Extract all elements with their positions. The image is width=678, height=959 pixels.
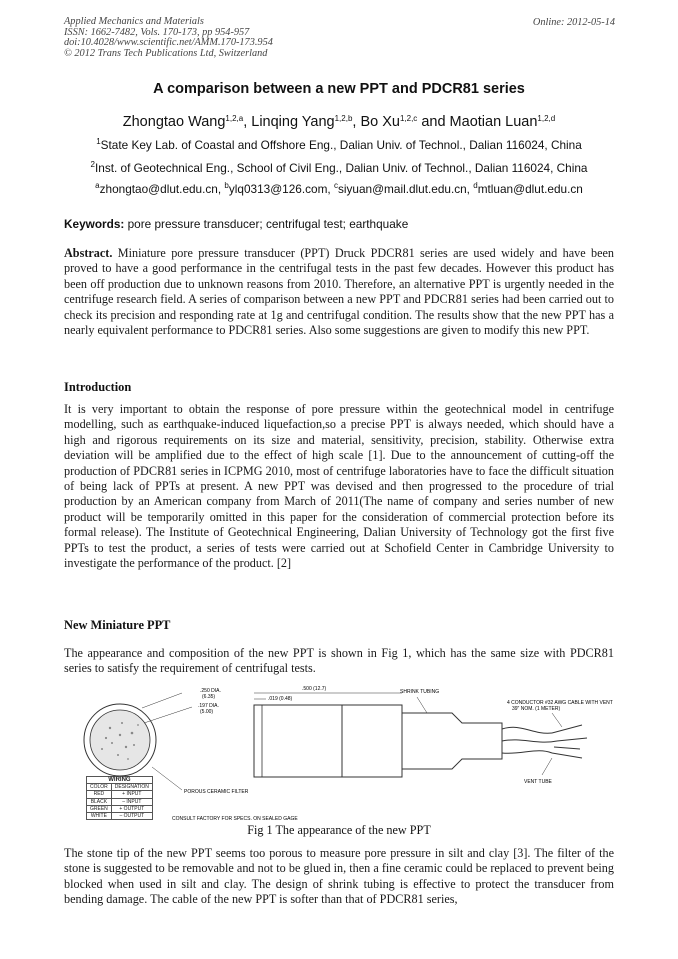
vent-label: VENT TUBE	[524, 779, 552, 785]
wiring-color: BLACK	[87, 798, 112, 805]
journal-header	[64, 17, 273, 59]
author-name: Maotian Luan	[449, 114, 538, 130]
shrink-tubing-shape	[402, 713, 502, 769]
abstract-text: Miniature pore pressure transducer (PPT) Druck PDCR81 series are used widely and have been proved to have a good performance in the centrifugal tests in the past few decades. However this product has been off production due to unknown reasons from 2010. Therefore, an alternative PPT is urgently needed in the centrifuge research field. A series of comparison between a new PPT and PDCR81 series had been carried out to check its precision and responding rate at 1g and centrifugal condition. The results show that the new PPT has a nearly equivalent performance to PDCR81 series. Also some suggestions are given to modify this new PPT.	[64, 246, 614, 338]
wiring-header: COLOR	[87, 784, 112, 791]
copyright-line: © 2012 Trans Tech Publications Ltd, Switzerland	[64, 47, 268, 59]
consult-note: CONSULT FACTORY FOR SPECS. ON SEALED GAGE	[172, 816, 298, 822]
wiring-designation: – INPUT	[111, 798, 152, 805]
keywords-label: Keywords:	[64, 217, 125, 231]
ppt-drawing	[82, 683, 622, 823]
wiring-designation: + OUTPUT	[111, 805, 152, 812]
filter-label: POROUS CERAMIC FILTER	[184, 789, 249, 795]
ppt-body-front	[254, 705, 342, 777]
author-name: Linqing Yang	[251, 114, 335, 130]
aff-sup: 2	[90, 160, 95, 169]
dim-250-mm: (6.35)	[202, 694, 216, 700]
author-name: Bo Xu	[360, 114, 400, 130]
author-sup: 1,2,c	[399, 114, 418, 123]
email-sup: d	[473, 181, 478, 190]
affiliation-1	[0, 138, 678, 152]
author-sup: 1,2,b	[334, 114, 353, 123]
aff-text: State Key Lab. of Coastal and Offshore Eng., Dalian Univ. of Technol., Dalian 116024, China	[100, 138, 582, 152]
doi-line: doi:10.4028/www.scientific.net/AMM.170-173.954	[64, 37, 273, 49]
dim-019: .019 (0.48)	[268, 696, 293, 702]
keywords	[64, 217, 408, 231]
wiring-designation: + INPUT	[111, 791, 152, 798]
author-name: Zhongtao Wang	[122, 114, 226, 130]
issn-line: ISSN: 1662-7482, Vols. 170-173, pp 954-957	[64, 26, 250, 38]
wiring-color: GREEN	[87, 805, 112, 812]
dim-500: .500 (12.7)	[302, 686, 327, 692]
author-sep: and	[417, 114, 450, 130]
author-sep: ,	[352, 114, 361, 130]
post-figure-text: The stone tip of the new PPT seems too porous to measure pore pressure in silt and clay [3]. The filter of the stone is suggested to be removable and not to be glued in, then a fine ceramic could be replaced to prevent being blocked when used in silt and clay. The design of shrink tubing is effective to protect the transducer from bending damage. The cable of the new PPT is softer than that of PDCR81 series,	[64, 846, 614, 907]
section-heading-introduction: Introduction	[64, 380, 132, 394]
cable-length: 39" NOM. (1 METER)	[512, 706, 561, 712]
email[interactable]: siyuan@mail.dlut.edu.cn,	[337, 182, 474, 196]
wiring-color: WHITE	[87, 813, 112, 820]
author-sup: 1,2,d	[537, 114, 556, 123]
paper-title: A comparison between a new PPT and PDCR81 series	[153, 81, 525, 97]
wiring-designation: – OUTPUT	[111, 813, 152, 820]
dim-250: .250 DIA.	[200, 688, 221, 694]
new-ppt-text: The appearance and composition of the new PPT is shown in Fig 1, which has the same size with PDCR81 series to satisfy the requirement of centrifugal tests.	[64, 646, 614, 676]
email-sup: c	[333, 181, 338, 190]
email-sup: b	[224, 181, 229, 190]
table-row	[87, 813, 153, 820]
table-row	[87, 805, 153, 812]
wiring-color: RED	[87, 791, 112, 798]
aff-sup: 1	[96, 137, 101, 146]
email[interactable]: ylq0313@126.com,	[228, 182, 334, 196]
cable-label: 4 CONDUCTOR #32 AWG CABLE WITH VENT	[507, 700, 613, 706]
email[interactable]: mtluan@dlut.edu.cn	[477, 182, 583, 196]
wiring-header: DESIGNATION	[111, 784, 152, 791]
abstract-label: Abstract.	[64, 246, 113, 260]
keywords-text: pore pressure transducer; centrifugal test; earthquake	[124, 217, 409, 231]
online-date: Online: 2012-05-14	[532, 17, 615, 28]
ppt-body-rear	[342, 705, 402, 777]
wiring-table	[86, 776, 153, 820]
abstract	[64, 246, 614, 338]
email[interactable]: zhongtao@dlut.edu.cn,	[99, 182, 225, 196]
section-heading-new-ppt: New Miniature PPT	[64, 618, 171, 632]
journal-name: Applied Mechanics and Materials	[64, 16, 204, 27]
introduction-text: It is very important to obtain the response of pore pressure within the geotechnical model in centrifuge modelling, such as earthquake-induced liquefaction,so a precise PPT is always needed, which should have a high and rigorous requirements on its size and material, sensitivity, precision, stability. Otherwise extra deviation will be amplified due to the effect of high scale [1]. Due to the announcement of cutting-off the production of PDCR81 series in ICPMG 2010, most of centrifuge laboratories have to face the difficult situation of being lack of PPTs at present. A new PPT was devised and then progressed to the procedure of trial production by an American company from March of 2011(The name of company and series number of new product will be temporarily omitted in this paper for the consideration of commercial protection before its formal release). The Institute of Geotechnical Engineering, Dalian University of Technology got the first five PPTs to test the product, a series of tests were carried out at Schofield Center in Cambridge University to investigate the performance of the product. [2]	[64, 402, 614, 571]
email-sup: a	[95, 181, 100, 190]
affiliation-2	[0, 161, 678, 175]
email-line	[0, 182, 678, 196]
table-row	[87, 791, 153, 798]
aff-text: Inst. of Geotechnical Eng., School of Civil Eng., Dalian Univ. of Technol., Dalian 116024, China	[94, 161, 588, 175]
table-row	[87, 798, 153, 805]
wiring-title: WIRING	[87, 777, 153, 784]
shrink-label: SHRINK TUBING	[400, 689, 440, 695]
dim-197: .197 DIA.	[198, 703, 219, 709]
porous-filter-circle	[90, 710, 150, 770]
author-sup: 1,2,a	[225, 114, 244, 123]
figure-caption: Fig 1 The appearance of the new PPT	[247, 823, 431, 837]
author-sep: ,	[243, 114, 252, 130]
dim-197-mm: (5.00)	[200, 709, 214, 715]
author-list	[0, 114, 678, 130]
